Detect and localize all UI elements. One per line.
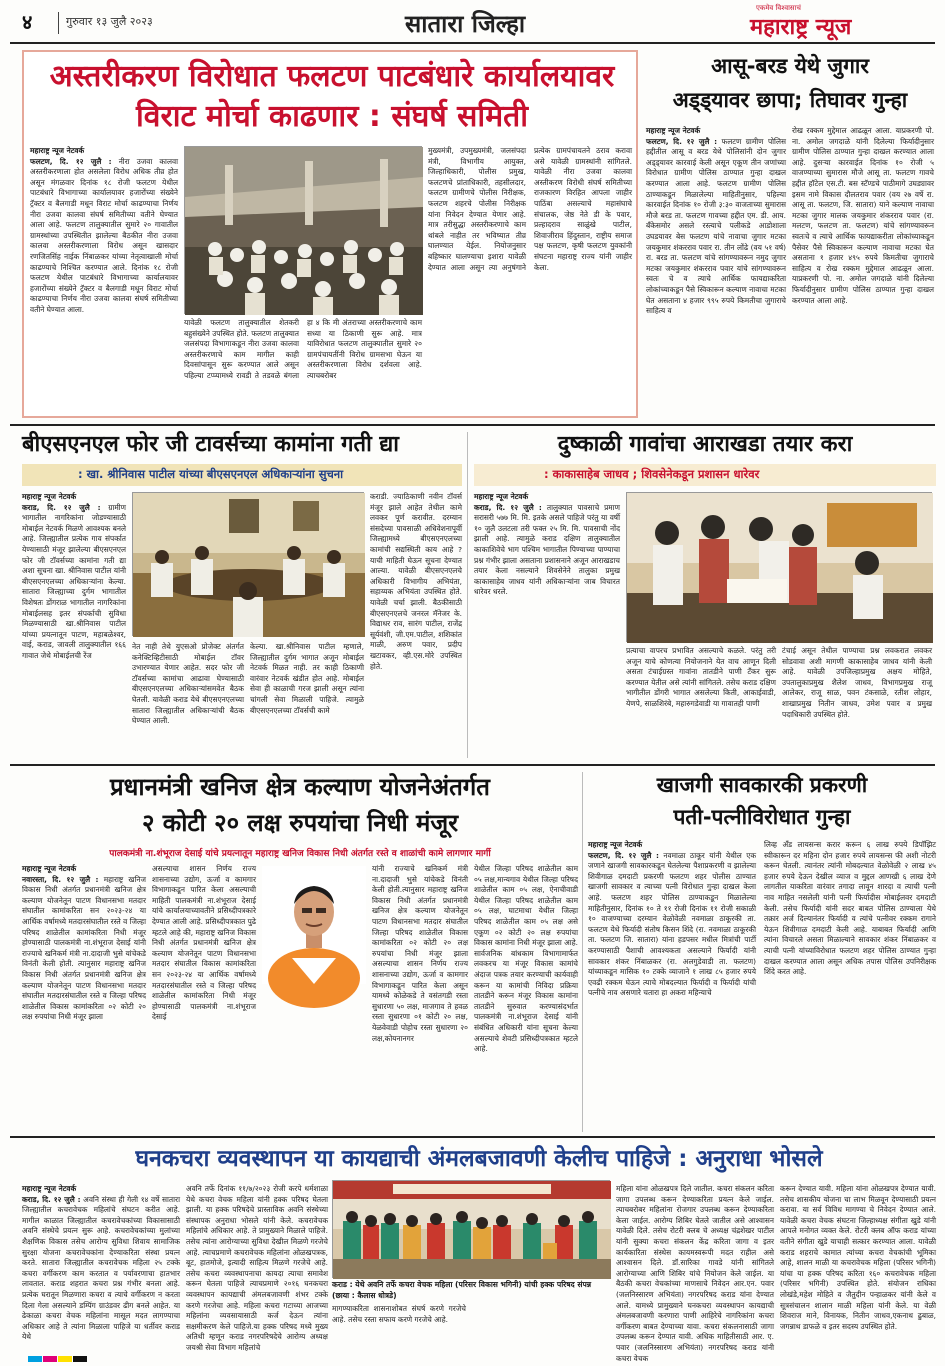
story-body-col1 — [646, 126, 786, 418]
story-body-col2: नेत नाही तेथे युएसओ प्रोजेक्ट अंतर्गत कनेक्टिव्हिटीसाठी मोबाईल टॉवर उभारण्यात येणार आहेत. सदर फोर जी टॉवर्सच्या कामांचा आढावा घेण्यासाठी बीएसएनएलच्या अधिकाऱ्यांसमवेत बैठक घेतली. यावेळी कराड येथे बीएसएनएलच्या सातारा जिल्ह्यातील अधिकाऱ्यांची बैठक घेण्यात आली. — [132, 642, 244, 726]
dateline: कराड, दि. १२ जुलै : — [22, 502, 101, 512]
color-registration-strip — [28, 1347, 88, 1353]
headline-line-2: अड्ड्यावर छापा; तिघावर गुन्हा — [672, 88, 908, 112]
story-body-col2: प्रत्याचा वापरच प्रभावित असल्याचे कळले. परंतु तरी अजून याचे कोणत्या नियोजनाने येत वाच आणून दिली असता टंचाईग्रस्त गावांना तातडीने पाणी टँकर सुरू करण्यात येतील असे त्यांनी सांगितले. तसेच कराड दक्षिण भागीतील डोंगरी भागात असलेल्या किती, आकाईवाडी, येणपे, साळशिरंबे, महारुगडेवाडी या गावातही पाणी — [626, 646, 776, 708]
subhead: पालकमंत्री ना.शंभूराज देसाई यांचे प्रयत्नातून महाराष्ट्र खनिज विकास निधी अंतर्गत रस्ते व शाळांची कामे लागणार मार्गी — [109, 849, 491, 859]
body-text: नवमाळा ठाकूर यांनी येथील एक जणाने खाजगी सावकारकडून घेतलेल्या पैशाप्रकरणी व झालेल्या शिवीगाळ दमदाटी प्रकरणी फलटण शहर पोलीस ठाण्यात खाजगी सावकार व त्याच्या पत्नी विरोधात गुन्हा दाखल केला आहे. फलटण शहर पोलिस ठाण्याकडून मिळालेल्या माहितीनुसार, दिनांक १० ते ११ रोजी दिनांक ११ रोजी सकाळी १० वाजण्याच्या दरम्यान वेळोवेळी नवमाळा ठाकूरकी ता. फलटण येथे फिर्यादी संतोष किसन शिंदे (रा. नवमाळा ठाकूरकी ता. फलटण जि. सातारा) यांना हडपसर मधील मित्रांची पार्टी करण्यासाठी पैशाची आवश्यकता असल्याने फिर्यादी यांनी सावकार शंकर निंबाळकर (रा. अलगुडेवाडी ता. फलटण) यांच्याकडून मासिक १० टक्के व्याजाने १ लाख ८५ हजार रुपये एवढी रक्कम घेऊन त्याचे मोबदल्यात फिर्यादी व फिर्यादी यांची पत्नीचे नाव असणारे चतारा हा अकरा महिन्याचे — [588, 850, 756, 998]
story-waste-management — [22, 1142, 936, 1363]
headline-line-1: प्रधानमंत्री खनिज क्षेत्र कल्याण योजनेअंतर्गत — [110, 773, 490, 801]
story-bsnl-towers — [22, 430, 462, 760]
photo-farmers-meeting — [184, 146, 422, 314]
body-text: अवनि संस्था ही गेली १४ वर्षे सातारा जिल्ह्यातील कचरावेचक महिलांचे संघटन करीत आहे. मागील काळात जिल्ह्यातील कचरावेचकांच्या विकासासाठी अवनि संस्थेचे प्रयत्न सुरू आहे. कचरावेचकांच्या मुलांच्या शैक्षणिक विकास तसेच आरोग्य सुविधा शिवाय सामाजिक सुरक्षा योजना कचरावेचकांना देण्याकरिता संस्था प्रयत्न करते. सातारा जिल्ह्यातील कचरावेचक महिला २५ टक्के कचरा वर्गीकरण काम करतात व पर्यावरणाचा हातभार लावतात. कराड शहरात कचरा प्रश्न गंभीर बनला आहे. प्रत्येक घरातून मिळणारा कचरा व त्याचे वर्गीकरण न करता दिला गेला असल्याने डम्पिंग ग्राउंडवर ढीग बनले आहेत. या ढेकाळा कचरा वेचक महिलांना मासूल मदत लागण्याचा अधिकार आहे ते त्यांना मिळाला पाहिजे या धर्तीवर कराड येथे — [22, 1194, 180, 1342]
photo-shivsena-delegation — [626, 492, 932, 642]
story-body-col4: मुख्यमंत्री, उपमुख्यमंत्री, जलसंपदा मंत्री, विभागीय आयुक्त, जिल्हाधिकारी, पोलीस प्रमुख, फलटणचे प्रांताधिकारी, तहसीलदार, फलटण ग्रामीणचे पोलीस निरीक्षक, फलटण शहरचे पोलीस निरीक्षक यांना निवेदन देण्यात येणार आहे. मात्र तरीसुद्धा अस्तरीकरणाचे काम थांबले नाहीत तर भविष्यात तीव्र घालण्यात येईल. नियोजनुसार बहिष्कार घालण्याचा इशारा यावेळी देण्यात आला असून त्या अनुषंगाने प्रत्येक ग्रामपंचायतने ठराव करावा असे यावेळी ग्रामस्थांनी सांगितले. यावेळी नीरा उजवा कालवा अस्तीकरण विरोधी संघर्ष समितीच्या राजकारण विरहित आपला जाहीर पाठिंबा असल्याचे महासंघाचे संचालक, जेष्ठ नेते डी के पवार, प्रल्हादराव साळुंखे पाटील, शिवाजीराव हिंदुस्तान, राष्ट्रीय समाज पक्ष फलटण, कृषी फलटण युवकांनी संघटना महाराष्ट्र राज्य यांनी जाहीर केला. — [428, 146, 632, 272]
headline-line-2: २ कोटी २० लक्ष रुपयांचा निधी मंजूर — [141, 809, 459, 837]
byline: महाराष्ट्र न्यूज नेटवर्क — [30, 146, 85, 155]
headline-line-2: पती-पत्नीविरोधात गुन्हा — [673, 805, 851, 829]
headline: बीएसएनएल फोर जी टावर्सच्या कामांना गती द्या — [22, 432, 399, 457]
story-gambling-raid — [644, 50, 936, 420]
caption-credit: (छाया : कैलास धोत्रडे) — [332, 1290, 397, 1300]
byline: महाराष्ट्र न्यूज नेटवर्क — [22, 492, 77, 501]
byline: महाराष्ट्र न्यूज नेटवर्क — [588, 840, 643, 849]
body-text: ग्रामीण भागातील नागरिकांना जोडण्यासाठी मोबाईल नेटवर्क मिळणे आवश्यक बनले आहे. जिल्ह्यातील प्रत्येक गाव संपर्कात येण्यासाठी मंजूर झालेल्या बीएसएनएल फोर जी टॉवर्सच्या कामांना गती द्या अशा सूचना खा. श्रीनिवास पाटील यांनी बीएसएनएलच्या अधिकाऱ्यांना केल्या. सातारा जिल्ह्याच्या दुर्गम भागातील विशेषतः डोंगराळ भागातील नागरिकांना मोबाईलसह इतर संपर्काची सुविधा मिळण्यासाठी खा.श्रीनिवास पाटील यांच्या प्रयत्नातून पाटण, महाबळेश्वर, वाई, कराड, जावली तालुक्यातील १६६ गावात जेथे मोबाईलची रेंज — [22, 502, 126, 660]
column-divider — [467, 432, 468, 758]
dateline: फलटण, दि. १२ जुलै : — [588, 850, 659, 860]
story-canal-protest — [22, 50, 638, 418]
story-body-col3: टंचाई असून तेथील पाण्याचा प्रश्न लवकरात लवकर सोडवावा अशी मागणी काकासाहेब जाधव यांनी केली आहे. यावेळी उपजिल्हाप्रमुख अक्षय मोहिते, उपतालुकाप्रमुख शैलेश जाधव, विभागप्रमुख राजू आलेकर, राजू साळ, पवन टंकसाळे, रतीश लोहार, शाखाप्रमुख नितीन जाधव, उमेश पवार व प्रमुख पदाधिकारी उपस्थित होते. — [782, 646, 932, 719]
headline-line-1: अस्तरीकरण विरोधात फलटण पाटबंधारे कार्यालयावर — [49, 59, 615, 94]
photo-caption — [332, 1280, 610, 1301]
tagline: एकमेव विश्वासाचं — [756, 4, 801, 12]
dateline: फलटण, दि. १२ जुलै : — [646, 136, 718, 146]
byline: महाराष्ट्र न्यूज नेटवर्क — [474, 492, 529, 501]
body-text: महाराष्ट्र खनिज विकास निधी अंतर्गत प्रधानमंत्री खनिज क्षेत्र कल्याण योजनेतून पाटण विधानसभा मतदार संघातील कामांकरिता सन २०२३-२४ या आर्थिक वर्षामध्ये मतदारसंघातील रस्ते व जिल्हा परिषद शाळेतील कामांकरिता निधी मंजूर होण्यासाठी पालकमंत्री ना.शंभूराज देसाई यांनी राज्याचे खनिकर्म मंत्री ना.दादाजी भुसे यांचेकडे विनंती केली होती. त्यानुसार महाराष्ट्र खनिज विकास निधी अंतर्गत प्रधानमंत्री खनिज क्षेत्र कल्याण योजनेतून पाटण विधानसभा मतदार संघातील मतदारसंघातील रस्ते व जिल्हा परिषद शाळेतील विकास कामांकरिता ०२ कोटी २० लक्ष रुपयांचा निधी मंजूर झाला — [22, 874, 146, 1022]
body-text: फलटण ग्रामीण पोलिस हद्दीतील आसू व बरड येथे पोलिसांनी दोन जुगार अड्ड्यावर कारवाई केली असून एकूण तीन जणांच्या विरोधात ग्रामीण पोलिस ठाण्यात गुन्हा दाखल करण्यात आला आहे. फलटण ग्रामीण पोलिस ठाण्याकडून मिळालेल्या माहितीनुसार, पहिल्या कारवाईत दिनांक १० रोजी ३:३० वाजताच्या सुमारास मौजे बरड ता. फलटण गावच्या हद्दीत एम. डी. आय. बँकेसमोर असले रस्त्याचे पलीकडे आडोशाला उघडयावर बेस फलटण यांचे नावाचा जुगार मटका जयकुमार शंकरराव पवार रा. तीन लोंढे (वय ५१ वर्ष) रा. बरड ता. फलटण यांचे सांगण्यावरून नमुद जुगार मटका जयकुमार शंकरराव पवार यांचे सांगण्यावरून स्वतः चे व त्याचे आर्थिक फायद्याकरिता लोकांच्याकडून पैसे स्विकारून कल्याण नावाचा मटका घेत असताना ४ हजार ९९५ रुपये किमतीचा जुगाराचे साहित्य व — [646, 136, 786, 316]
dateline: कराड, दि. १२ जुलै : — [474, 502, 542, 512]
story-body-col2: लिव्ह अँड लायसन्स करार करून ६ लाख रुपये डिपॉझिट स्वीकारून दर महिना दोन हजार रुपये लायसन्स फी अशी नोटरी करून घेतली. त्यानंतर त्यांनी मोबदल्यात वेळोवेळी २ लाख ४५ हजार रुपये देऊन देखील व्याज व मुद्दल आणखी ६ लाख देणे लागतील याकरिता वारंवार तगादा लावून शारदा व त्याची पत्नी नाव माहित नसलेली यांनी पत्नी फिर्यादीस मोबाईलवर दमदाटी केली. तसेच फिर्यादी यांनी सदर बाबत पोलिस ठाण्याला येथे तक्रार अर्ज दिल्यानंतर फिर्यादी व त्यांचे पत्नीवर रक्कम रागाने येऊन शिवीगाळ दमदाटी केली आहे. याबाबत फिर्यादी आणि त्यांना विचारले असता मिळाल्याने सावकार शंकर निंबाळकर व त्याची पत्नी यांच्याविरोधात फलटण शहर पोलिस ठाण्यात गुन्हा दाखल करण्यात आला असून अधिक तपास पोलिस उपनिरीक्षक शिंदे करत आहे. — [764, 840, 936, 977]
dateline: नवारस्ता, दि. १२ जुलै : — [22, 874, 99, 884]
story-body-col2: अवनि तर्फे दिनांक ११/७/२०२३ रोजी करपे धर्मशाळा येथे कचरा वेचक महिला यांनी हक्क परिषद घेतला झाली. या हक्क परिषदेचे प्रास्ताविक अवनि संस्थेच्या संस्थापक अनुराधा भोसले यांनी केले. कचरावेचक महिलांचे अधिकार आहे. ते प्रामुख्याने मिळाले पाहिजे. तसेच त्यांना आरोग्याच्या सुविधा देखील मिळणे गरजेचे आहे. त्याचप्रमाणे कचरावेचक महिलांना ओळखपत्रक, बूट, हातमोजे, इत्यादी साहित्य मिळणे गरजेचे आहे. तसेच कचरा व्यवस्थापनाचा कायदा त्याचा समावेश करून घेतला पाहिजे त्याचप्रमाणे २०१६ घनकचरा व्यवस्थापन कायद्याची अंमलबजावणी शंभर टक्के करणे गरजेचा आहे. महिला कचरा गटाच्या आजच्या महिलांना व्यवसायासाठी कर्ज देऊन त्यांना सक्षमीकरण केले पाहिजे.या हक्क परिषद मध्ये मुख्य अतिथी म्हणून कराड नगरपरिषदेचे आरोग्य अध्यक्ष जयश्री सेवा विभाग महिलांचे — [186, 1184, 328, 1352]
paper-name-logo: महाराष्ट्र न्यूज — [750, 15, 852, 40]
story-body-col4: करून देण्यात यावी. महिला यांना ओळखपत्र देण्यात यावी. तसेच शासकीय योजना चा लाभ मिळवून देण्यासाठी प्रयत्न करावा. या सर्व विविध मागण्या चे निवेदन देण्यात आले. यावेळी कचरा वेचक संघटना जिल्हाध्यक्ष संगीता खुडे यांनी आपले मनोगत व्यक्त केले. रोटरी क्लब ऑफ कराड यांच्या वतीने संगीता खुडे याचाही सत्कार करण्यात आला. यावेळी कराड शहराचे कामात त्यांच्या कचरा वेचकांची भूमिका आहे, शालन माळी या कचरावेचक महिला (परिसर भगिनी) यांचा या हक्क परिषद करिता १६० कचरावेचक महिला (परिसर भगिनी) उपस्थित होते. संयोजन राधिका लोखंडे,महेश मोहिते व जैतुदीन पन्हाळकर यांनी केले व सूत्रसंचालन शालान माळी महिला यांनी केले. या वेळी शिवराज माने, विनायक, नितीन जाधव,एकनाथ ढुबाळ, जगन्नाथ डाफळे व इतर सदस्य उपस्थित होते. — [780, 1184, 936, 1331]
body-text: तालुक्यात पावसाचे प्रमाण सरासरी ५७७ मि. मि. इतके असले पाहिजे परंतु या वर्षी १० जुलै उलटला तरी फक्त २५ मि. मि. पावसाची नोंद झाली आहे. त्यामुळे कराड दक्षिण तालुक्यातील काकाशिवेचे भाग पश्चिम भागातील पिण्याच्या पाण्याचा प्रश्न गंभीर झाला असताना प्रशासनाने अजून आराखडाच तयार केला नसल्याने शिवसेनेने तालुका प्रमुख काकासाहेब जाधव यांनी अधिकाऱ्यांना जाब विचारत धारेवर धरले. — [474, 502, 620, 597]
story-body-col3: महिला यांना ओळखपत्र दिले जातील. कचरा संकलन करिता जागा उपलब्ध करून देण्याकरिता प्रयत्न केले जाईल. त्याचबरोबर महिलांना रोजगार उपलब्ध करून देण्याकरिता केला जाईल. आरोग्य शिबिर घेतले जातील असे आश्वासन यावेळी दिले. तसेच रोटरी क्लब चे अध्यक्ष चंद्रशेखर पाटील यांनी सुक्या कचरा संकलन केंद्र करिता जागा व इतर कार्यकारिता संस्थेस कायमस्वरूपी मदत राहील असे आश्वासन दिले. डॉ.सारिका गावडे यांनी सांगितले आरोग्याच्या आणि शिबिर यांचे नियोजन केले जाईल. या बैठकी कचरा वेचकांच्या माणसाचे निवेदन आर.एन. पवार (जलनिस्सारण अभियंता) नगरपरिषद कराड यांना देण्यात आले. यामध्ये प्रामुख्याने घनकचरा व्यवस्थापन कायद्याची अंमलबजावणी करणारा पाणी आहिरेचे नागरिकांना कचरा वर्गीकरण बाबत देण्याच्या यावा. कचरा संकलनासाठी जागा उपलब्ध करून देण्यात यावी. अधिक माहितीसाठी आर. ए. पवार (जलनिस्सारण अभियंता) नगरपरिषद कराड यांनी कचरा वेचक — [616, 1184, 774, 1363]
byline: महाराष्ट्र न्यूज नेटवर्क — [22, 864, 77, 873]
subhead: : खा. श्रीनिवास पाटील यांच्या बीएसएनएल अधिकाऱ्यांना सुचना — [78, 467, 344, 481]
story-body-col4: येथील जिल्हा परिषद शाळेतील काम ०५ लक्ष,मान्यगाव येथील जिल्हा परिषद शाळेतील काम ०५ लक्ष, ऐनाचीवाडी येथील जिल्हा परिषद शाळेतील काम ०५ लक्ष, घाटमाथा येथील जिल्हा परिषद शाळेतील काम ०५ लक्ष असे एकूण ०२ कोटी २० लक्ष रुपयांचा विकास कामांना निधी मंजूर झाला आहे. सार्वजनिक बांधकाम विभागामार्फत लवकरच या मंजूर विकास कामांचे अंदाज पत्रक तयार करण्याची कार्यवाही करून या कामांची निविदा प्रक्रिया तातडीने करून मंजूर विकास कामांना तातडीने सुरुवात करण्यासंदर्भात पालकमंत्री ना.शंभूराज देसाई यांनी संबंधित अधिकारी यांना सूचना केल्या असल्याचे शेवटी प्रसिध्दीपत्रकात म्हटले आहे. — [474, 864, 578, 1054]
byline: महाराष्ट्र न्यूज नेटवर्क — [646, 126, 701, 135]
story-moneylending-case — [588, 770, 936, 1130]
story-mineral-fund — [22, 770, 578, 1130]
story-drought-villages — [474, 430, 936, 760]
photo-bsnl-meeting — [132, 492, 364, 636]
story-body-col1 — [22, 492, 126, 758]
story-body-col1 — [22, 1184, 180, 1346]
masthead-divider — [58, 12, 59, 34]
story-body-col1 — [22, 864, 146, 1126]
headline: घनकचरा व्यवस्थापन या कायद्याची अंमलबजावणी केलीच पाहिजे : अनुराधा भोसले — [135, 1146, 823, 1172]
headline-line-1: खाजगी सावकारकी प्रकरणी — [656, 773, 868, 797]
section-rule — [10, 1136, 935, 1138]
story-body-under-photo: यावेळी फलटण तालुक्यातील शेतकरी बहुसंख्येने उपस्थित होते. फलटण तालुक्यात जलसंपदा विभागाकडून नीरा उजवा कालवा अस्तरीकरणाचे काम मागील काही दिवसांपासून सुरू करण्यात आले असून पहिल्या टप्प्यामध्ये रावडी ते तडवळे बंगला हा ४ कि मी अंतराच्या अस्तरीकरणाचे काम सध्या या ठिकाणी सुरू आहे. मात्र याविरोधात फलटण तालुक्यातील सुमारे २० ग्रामपंचायतींनी विरोध ग्रामसभा घेऊन या अस्तरीकरणाला विरोध दर्शवला आहे. त्याचबरोबर — [184, 318, 422, 380]
story-body-col1 — [30, 146, 178, 414]
photo-guardian-minister — [262, 866, 366, 984]
section-rule — [10, 424, 935, 426]
page-number: ४ — [22, 10, 33, 34]
story-body-col3: यांनी राज्याचे खनिकर्म मंत्री ना.दादाजी भुसे यांचेकडे विनंती केली होती.त्यानुसार महाराष्ट्र खनिज विकास निधी अंतर्गत प्रधानमंत्री खनिज क्षेत्र कल्याण योजनेतून पाटण विधानसभा मतदार संघातील जिल्हा परिषद शाळेतील विकास कामांकरिता ०२ कोटी २० लक्ष रुपयांचा निधी मंजूर झाला असल्याचा शासन निर्णय राज्य शासनाच्या उद्योग, ऊर्जा व कामगार विभागाकडून पारित केला असून यामध्ये कोळेकडे ते वसंतगडी रस्ता सुधारणा ५० लक्ष, माजगाव ते हवळ रस्ता सुधारणा ०१ कोटी २० लक्ष, येळवेवाडी पोहोच रस्ता सुधारणा २० लक्ष,कोयनानगर — [372, 864, 468, 1043]
dateline: कराड, दि. १२ जुलै : — [22, 1194, 81, 1204]
dateline: फलटण, दि. १२ जुलै : — [30, 156, 112, 166]
section-title: सातारा जिल्हा — [405, 10, 526, 38]
subhead: : काकासाहेब जाधव ; शिवसेनेकडून प्रशासन धारेवर — [544, 467, 760, 481]
headline-line-2: विराट मोर्चा काढणार : संघर्ष समिती — [136, 99, 528, 134]
masthead-rule — [10, 42, 935, 44]
story-body-col4: कराडी. ज्याठिकाणी नवीन टॉवर्स मंजूर झाले आहेत तेथील कामे लवकर पूर्ण करावीत. दरम्यान संसदेच्या पावसाळी अधिवेशनापूर्वी जिल्ह्यामध्ये बीएसएनएलच्या कामांची सद्यस्थिती काय आहे ? याची माहिती घेऊन सूचना देण्यात आल्या. यावेळी बीएसएनएलचे अधिकारी विभागीय अभियंता, सहाय्यक अभियंता उपस्थित होते. यावेळी चर्चा झाली. बैठकीसाठी बीएसएनएलचे जनरल मॅनेजर के. विद्याधर राव, सारंग पाटील, राजेंद्र सूर्यवंशी, जी.एम.पाटील, शशिकांत माळी, अरुण पवार, प्रदीप खटावकर, व्ही.एस.मोरे उपस्थित होते. — [370, 492, 462, 671]
headline: दुष्काळी गावांचा आराखडा तयार करा — [557, 432, 853, 457]
issue-date: गुरुवार १३ जुलै २०२३ — [66, 15, 153, 28]
headline-line-1: आसू-बरड येथे जुगार — [711, 54, 869, 78]
masthead — [0, 0, 945, 46]
story-body-col2: असल्याचा शासन निर्णय राज्य शासनाच्या उद्योग, ऊर्जा व कामगार विभागाकडून पारित केला असल्याची माहिती पालकमंत्री ना.शंभूराज देसाई यांचे कार्यालयाच्यावतीने प्रसिध्दीपत्रकारे देण्यात आली आहे. प्रसिध्दीपत्रकात पुढे म्हटले आहे की, महाराष्ट्र खनिज विकास निधी अंतर्गत प्रधानमंत्री खनिज क्षेत्र कल्याण योजनेतून पाटण विधानसभा मतदार संघातील विकास कामांकरिता सन २०२३-२४ या आर्थिक वर्षामध्ये मतदारसंघातील रस्ते व जिल्हा परिषद शाळेतील कामांकरिता निधी मंजूर होण्यासाठी पालकमंत्री ना.शंभूराज देसाई — [152, 864, 256, 1022]
section-rule — [10, 764, 935, 766]
story-body-col3: केल्या. खा.श्रीनिवास पाटील म्हणाले, जिल्ह्यातील दुर्गम भागात अजून मोबाईल नेटवर्क मिळत नाही. तर काही ठिकाणी वारंवार नेटवर्क खंडीत होत आहे. मोबाईल सेवा ही काळाची गरज झाली असून त्यांना चांगली सेवा मिळाली पाहिजे. त्यामुळे बीएसएनएलच्या टॉवर्सची कामे — [250, 642, 364, 715]
column-divider — [582, 772, 583, 1132]
body-text: नीरा उजवा कालवा अस्तरीकरणाला होत असलेला विरोध अधिक तीव्र होत असून मंगळवार दिनांक १८ रोजी फलटण येथील पाटबंधारे विभागाच्या कार्यालयावर हजारोंच्या संख्येने ट्रॅक्टर व बैलगाडी मधून विराट मोर्चा काढण्याचा निर्णय नीरा उजवा कालवा संघर्ष समितीच्या वतीने घेण्यात आला आहे. फलटण तालुक्यातील सुमारे २० गावातील ग्रामस्थांच्या उपस्थितीत झालेल्या बैठकीत नीरा उजवा कालवा अस्तरीकरणाला विरोध असून खासदार रणजितसिंह नाईक निंबाळकर यांच्या नेतृत्वाखाली मोर्चा काढण्याचे निश्चित करण्यात आले. दिनांक १८ रोजी फलटण येथील पाटबंधारे विभागाच्या कार्यालयावर हजारोंच्या संख्येने ट्रॅक्टर व बैलगाडी मधून विराट मोर्चा काढण्याचा निर्णय नीरा उजवा कालवा संघर्ष समितीच्या वतीने घेण्यात आला. — [30, 156, 178, 314]
story-body-col1 — [588, 840, 756, 1126]
byline: महाराष्ट्र न्यूज नेटवर्क — [22, 1184, 77, 1193]
photo-waste-pickers-meeting — [332, 1180, 610, 1278]
caption-text: कराड : येथे अवनि तर्फे कचरा वेचक महिला (परिसर विकास भगिनी) यांची हक्क परिषद संपन्न — [332, 1280, 592, 1289]
story-body-col2: रोख रक्कम मुद्देमाल आढळून आला. याप्रकरणी पो. ना. अमोल जगदाळे यांनी दिलेल्या फिर्यादीनुसार ग्रामीण पोलिस ठाण्यात गुन्हा दाखल करण्यात आला आहे. दुसऱ्या कारवाईत दिनांक १० रोजी ५ वाजण्याच्या सुमारास मौजे आसू ता. फलटण गावचे हद्दीत हॉटेल एस.टी. बस स्टॅण्डचे पाठीमागे उघड्यावर इसम नामे विकास दौलतराव पवार (वय २७ वर्षे रा. आसू ता. फलटण, जि. सातारा) याने कल्याण नावाचा मटका जुगार मालक जयकुमार शंकरराव पवार (रा. मलटण, फलटण ता. फलटण) यांचे सांगण्यावरून स्वतःचे व त्याचे आर्थिक फायद्याकरीता लोकांच्याकडून पैसेवर पैसे स्विकारून कल्याण नावाचा मटका घेत असताना १ हजार ४९५ रुपये किमतीचा जुगाराचे साहित्य व रोख रक्कम मुद्देमाल आढळून आला. याप्रकरणी पो. ना. अमोल जगदाळे यांनी दिलेल्या फिर्यादीनुसार ग्रामीण पोलिस ठाण्यात गुन्हा दाखल करण्यात आला आहे. — [792, 126, 934, 305]
story-body-under-photo: मागण्याकरिता शासनाशोबत संघर्ष करणे गरजेचे आहे. तसेच रस्ता सफाय करणे गरजेचे आहे. — [332, 1304, 466, 1324]
story-body-col1 — [474, 492, 620, 642]
